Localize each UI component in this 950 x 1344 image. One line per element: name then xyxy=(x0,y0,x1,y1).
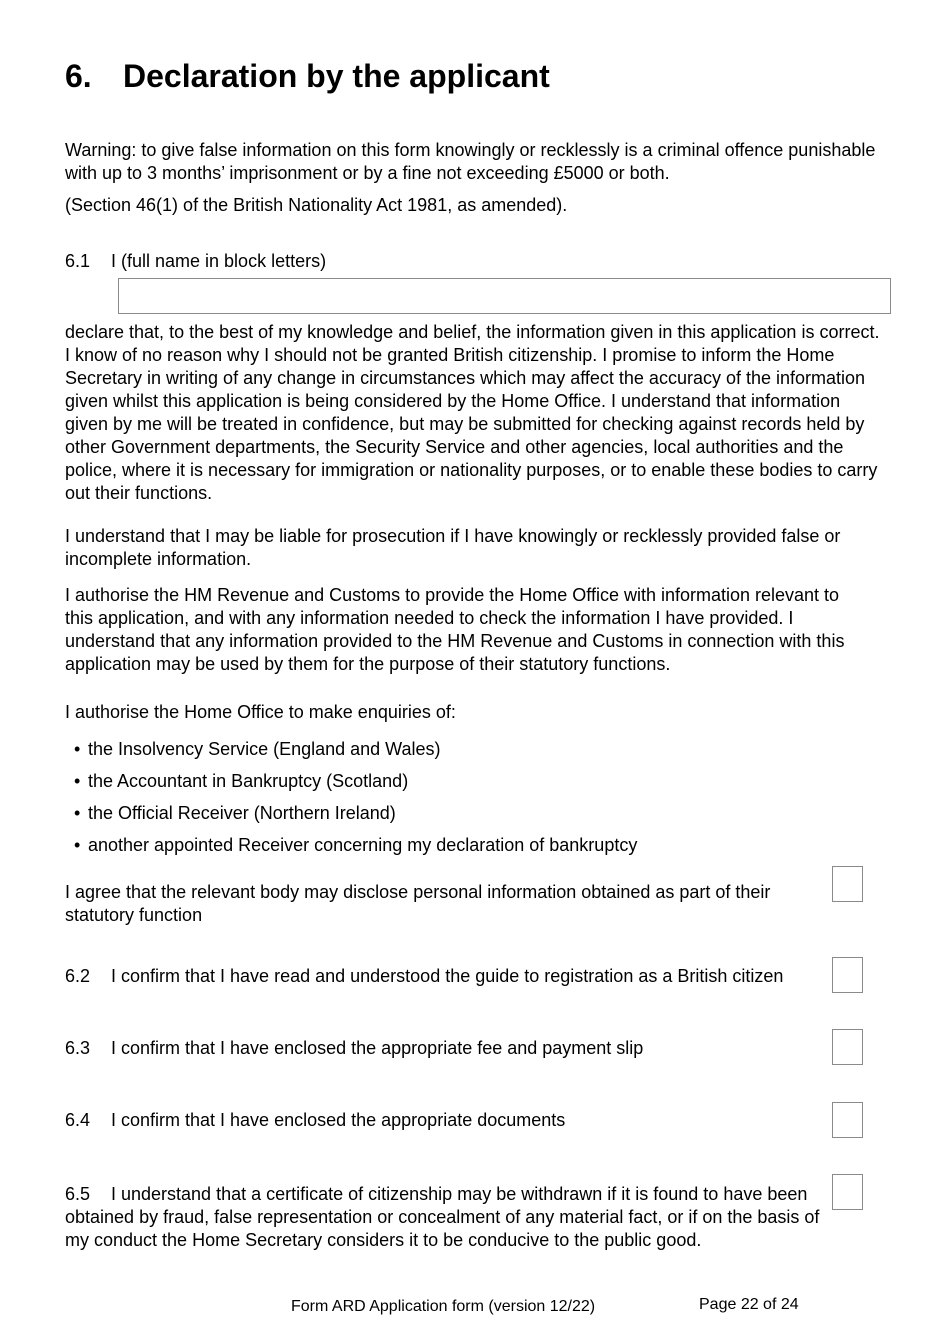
list-item-text: the Official Receiver (Northern Ireland) xyxy=(88,803,396,823)
q6-3-row xyxy=(65,1037,643,1060)
list-item: • the Insolvency Service (England and Wales) xyxy=(74,739,441,759)
list-item: • another appointed Receiver concerning my declaration of bankruptcy xyxy=(74,835,638,855)
hmrc-text: I authorise the HM Revenue and Customs to provide the Home Office with information relevant to this application, and with any information needed to check the information I have provided. I understand that any information provided to the HM Revenue and Customs in connection with this application may be used by them for the purpose of their statutory functions. xyxy=(65,585,845,674)
q6-1-label: I (full name in block letters) xyxy=(111,251,327,271)
q6-1-number: 6.1 xyxy=(65,251,91,271)
q6-2-number: 6.2 xyxy=(65,966,91,986)
list-item-text: the Accountant in Bankruptcy (Scotland) xyxy=(88,771,409,791)
q6-4-row xyxy=(65,1109,565,1132)
q6-4-checkbox[interactable] xyxy=(832,1102,863,1138)
warning-text: Warning: to give false information on this form knowingly or recklessly is a criminal offence punishable with up to 3 months’ imprisonment or by a fine not exceeding £5000 or both. xyxy=(65,140,876,183)
agree-disclosure-text: I agree that the relevant body may disclose personal information obtained as part of their statutory function xyxy=(65,882,771,925)
footer-page-number: Page 22 of 24 xyxy=(699,1296,799,1313)
q6-5-checkbox[interactable] xyxy=(832,1174,863,1210)
q6-5-row xyxy=(65,1183,820,1252)
footer-form-label: Form ARD Application form (version 12/22) xyxy=(291,1298,596,1315)
list-item-text: another appointed Receiver concerning my declaration of bankruptcy xyxy=(88,835,638,855)
q6-5-number: 6.5 xyxy=(65,1184,91,1204)
q6-3-checkbox[interactable] xyxy=(832,1029,863,1065)
list-item-text: the Insolvency Service (England and Wales) xyxy=(88,739,441,759)
q6-3-number: 6.3 xyxy=(65,1038,91,1058)
q6-4-number: 6.4 xyxy=(65,1110,91,1130)
q6-2-row xyxy=(65,965,783,988)
agree-disclosure-checkbox[interactable] xyxy=(832,866,863,902)
full-name-input[interactable] xyxy=(118,278,891,314)
q6-5-text: I understand that a certificate of citizenship may be withdrawn if it is found to have been obtained by fraud, false representation or concealment of any material fact, or if on the basis of my conduct the Home Secretary considers it to be conducive to the public good. xyxy=(65,1184,820,1250)
section-heading xyxy=(65,56,550,96)
prosecution-text: I understand that I may be liable for prosecution if I have knowingly or recklessly provided false or incomplete information. xyxy=(65,526,841,569)
q6-2-text: I confirm that I have read and understood the guide to registration as a British citizen xyxy=(111,966,784,986)
section-title: Declaration by the applicant xyxy=(123,58,550,94)
q6-4-text: I confirm that I have enclosed the appropriate documents xyxy=(111,1110,566,1130)
list-item: • the Official Receiver (Northern Ireland) xyxy=(74,803,396,823)
q6-2-checkbox[interactable] xyxy=(832,957,863,993)
q6-1-label-row xyxy=(65,250,326,273)
section-number: 6. xyxy=(65,58,92,94)
q6-3-text: I confirm that I have enclosed the appropriate fee and payment slip xyxy=(111,1038,644,1058)
warning-reference: (Section 46(1) of the British Nationality Act 1981, as amended). xyxy=(65,195,568,215)
declaration-text: declare that, to the best of my knowledge and belief, the information given in this application is correct. I know of no reason why I should not be granted British citizenship. I promise to inform the Home Secretary in writing of any change in circumstances which may affect the accuracy of the information given whilst this application is being considered by the Home Office. I understand that information given by me will be treated in confidence, but may be submitted for checking against records held by other Government departments, the Security Service and other agencies, local authorities and the police, where it is necessary for immigration or nationality purposes, or to enable these bodies to carry out their functions. xyxy=(65,322,880,503)
list-item: • the Accountant in Bankruptcy (Scotland) xyxy=(74,771,409,791)
enquiries-intro: I authorise the Home Office to make enquiries of: xyxy=(65,702,456,722)
